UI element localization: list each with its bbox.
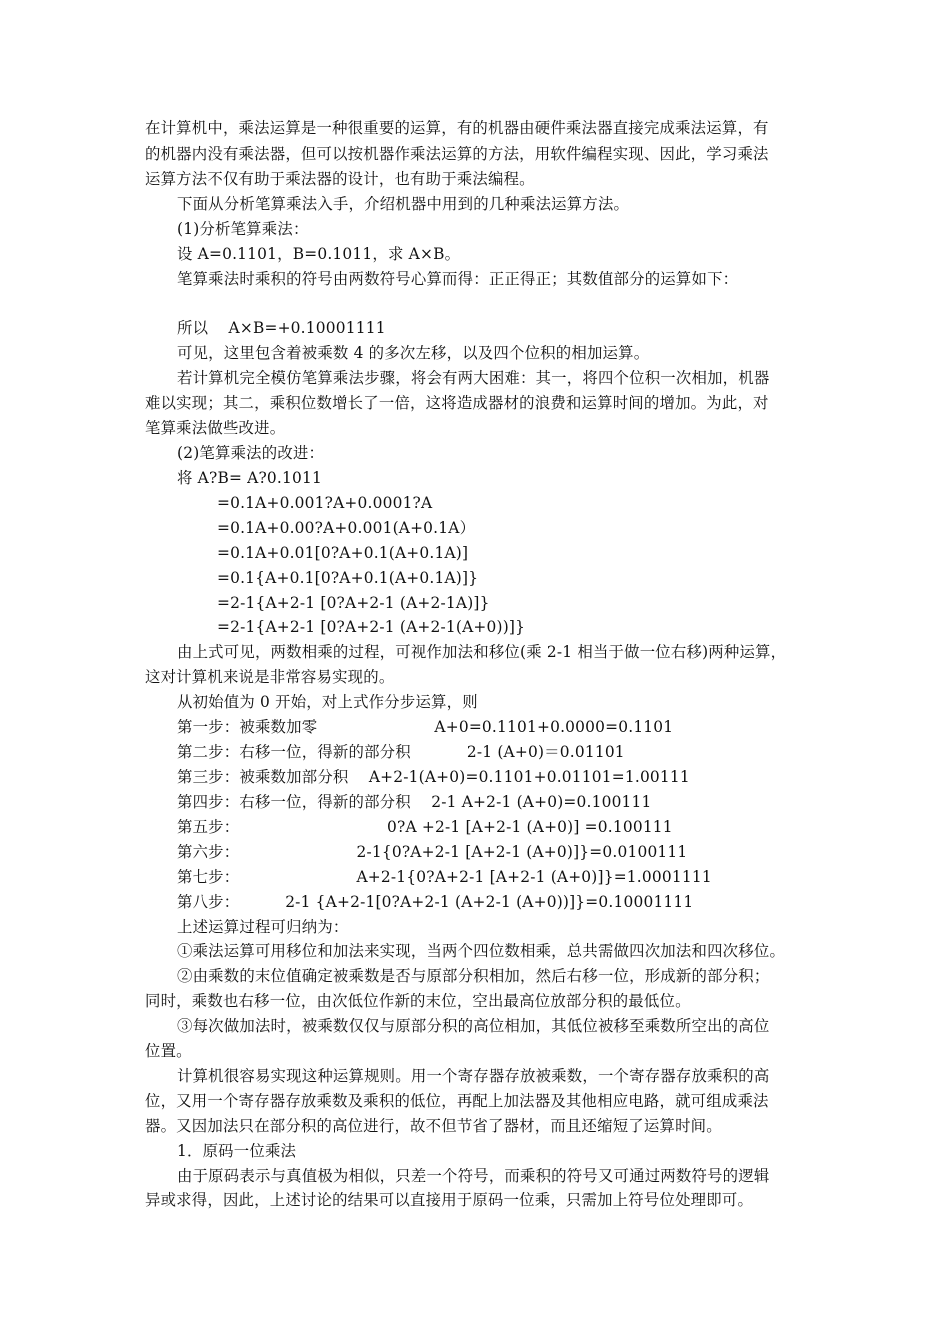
text-line: 第二步：右移一位，得新的部分积 2-1 (A+0)＝0.01101 bbox=[177, 743, 625, 761]
text-line: 在计算机中，乘法运算是一种很重要的运算，有的机器由硬件乘法器直接完成乘法运算，有 bbox=[145, 119, 769, 137]
text-line: 位置。 bbox=[145, 1042, 192, 1060]
text-line: 第八步： 2-1 {A+2-1[0?A+2-1 (A+2-1 (A+0))]}=0.10001111 bbox=[177, 893, 694, 911]
text-line: 笔算乘法时乘积的符号由两数符号心算而得：正正得正；其数值部分的运算如下： bbox=[177, 270, 739, 288]
text-line: 上述运算过程可归纳为： bbox=[177, 918, 349, 936]
text-line: ②由乘数的末位值确定被乘数是否与原部分积相加，然后右移一位，形成新的部分积； bbox=[177, 967, 770, 985]
text-line: 可见，这里包含着被乘数 4 的多次左移，以及四个位积的相加运算。 bbox=[177, 344, 650, 362]
text-line: 的机器内没有乘法器，但可以按机器作乘法运算的方法，用软件编程实现、因此，学习乘法 bbox=[145, 145, 769, 163]
text-line: 第五步： 0?A +2-1 [A+2-1 (A+0)] =0.100111 bbox=[177, 818, 673, 836]
text-line: =0.1A+0.01[0?A+0.1(A+0.1A)] bbox=[217, 544, 469, 562]
text-line: 设 A=0.1101，B=0.1011，求 A×B。 bbox=[177, 245, 461, 263]
text-line: ①乘法运算可用移位和加法来实现，当两个四位数相乘，总共需做四次加法和四次移位。 bbox=[177, 942, 786, 960]
text-line: 笔算乘法做些改进。 bbox=[145, 419, 286, 437]
text-line: (2)笔算乘法的改进： bbox=[177, 444, 325, 462]
text-line: 第四步：右移一位，得新的部分积 2-1 A+2-1 (A+0)=0.100111 bbox=[177, 793, 652, 811]
text-line: 运算方法不仅有助于乘法器的设计，也有助于乘法编程。 bbox=[145, 170, 535, 188]
text-line: 所以 A×B=+0.10001111 bbox=[177, 319, 386, 337]
text-line: 位，又用一个寄存器存放乘数及乘积的低位，再配上加法器及其他相应电路，就可组成乘法 bbox=[145, 1092, 769, 1110]
text-line: 第六步： 2-1{0?A+2-1 [A+2-1 (A+0)]}=0.0100111 bbox=[177, 843, 688, 861]
text-line: 计算机很容易实现这种运算规则。用一个寄存器存放被乘数，一个寄存器存放乘积的高 bbox=[177, 1067, 770, 1085]
text-line: =0.1A+0.00?A+0.001(A+0.1A） bbox=[217, 519, 476, 537]
section-heading: 1．原码一位乘法 bbox=[177, 1142, 297, 1160]
text-line: 由上式可见，两数相乘的过程，可视作加法和移位(乘 2-1 相当于做一位右移)两种运算， bbox=[177, 643, 787, 661]
text-line: (1)分析笔算乘法： bbox=[177, 220, 309, 238]
text-line: 下面从分析笔算乘法入手，介绍机器中用到的几种乘法运算方法。 bbox=[177, 195, 630, 213]
text-line: 难以实现；其二，乘积位数增长了一倍，这将造成器材的浪费和运算时间的增加。为此，对 bbox=[145, 394, 769, 412]
text-line: 第七步： A+2-1{0?A+2-1 [A+2-1 (A+0)]}=1.0001111 bbox=[177, 868, 712, 886]
text-line: 若计算机完全模仿笔算乘法步骤，将会有两大困难：其一，将四个位积一次相加，机器 bbox=[177, 369, 770, 387]
text-line: 第一步：被乘数加零 A+0=0.1101+0.0000=0.1101 bbox=[177, 718, 674, 736]
text-line: =2-1{A+2-1 [0?A+2-1 (A+2-1(A+0))]} bbox=[217, 618, 526, 636]
text-line: ③每次做加法时，被乘数仅仅与原部分积的高位相加，其低位被移至乘数所空出的高位 bbox=[177, 1017, 770, 1035]
text-line: 同时，乘数也右移一位，由次低位作新的末位，空出最高位放部分积的最低位。 bbox=[145, 992, 691, 1010]
text-line: 器。又因加法只在部分积的高位进行，故不但节省了器材，而且还缩短了运算时间。 bbox=[145, 1117, 722, 1135]
text-line: 将 A?B= A?0.1011 bbox=[177, 469, 322, 487]
text-line: =0.1{A+0.1[0?A+0.1(A+0.1A)]} bbox=[217, 569, 479, 587]
text-line: =0.1A+0.001?A+0.0001?A bbox=[217, 494, 433, 512]
text-line: 这对计算机来说是非常容易实现的。 bbox=[145, 668, 395, 686]
text-line: 第三步：被乘数加部分积 A+2-1(A+0)=0.1101+0.01101=1.00111 bbox=[177, 768, 690, 786]
text-line: 由于原码表示与真值极为相似，只差一个符号，而乘积的符号又可通过两数符号的逻辑 bbox=[177, 1167, 770, 1185]
text-line: 异或求得，因此，上述讨论的结果可以直接用于原码一位乘，只需加上符号位处理即可。 bbox=[145, 1191, 754, 1209]
text-line: 从初始值为 0 开始，对上式作分步运算，则 bbox=[177, 693, 478, 711]
text-line: =2-1{A+2-1 [0?A+2-1 (A+2-1A)]} bbox=[217, 594, 490, 612]
